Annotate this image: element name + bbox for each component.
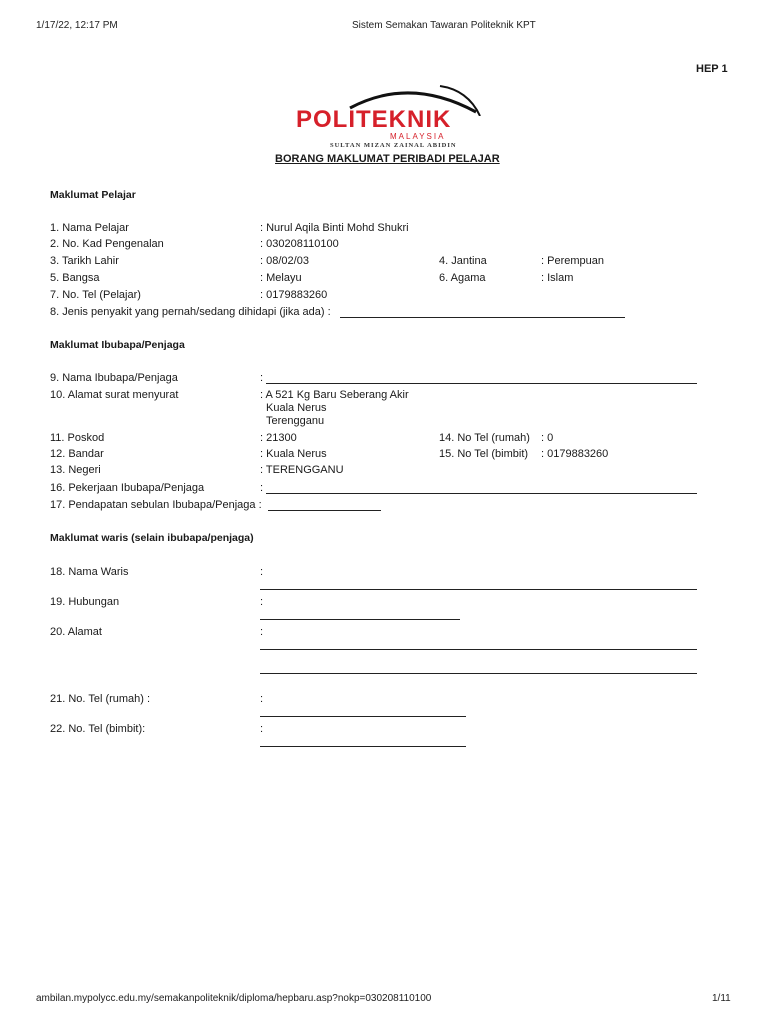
colon: : bbox=[260, 693, 264, 705]
field-value-tel-mobile: : 0179883260 bbox=[541, 448, 609, 460]
field-label-city: 12. Bandar bbox=[50, 448, 104, 460]
field-value-address-3: Terengganu bbox=[266, 415, 325, 427]
field-label-job: 16. Pekerjaan Ibubapa/Penjaga bbox=[50, 482, 205, 494]
colon: : bbox=[260, 566, 264, 578]
field-label-student-tel: 7. No. Tel (Pelajar) bbox=[50, 289, 141, 301]
section-heading-student: Maklumat Pelajar bbox=[50, 189, 136, 201]
field-label-name: 1. Nama Pelajar bbox=[50, 222, 129, 234]
print-page-title: Sistem Semakan Tawaran Politeknik KPT bbox=[352, 20, 536, 31]
politeknik-logo bbox=[290, 76, 490, 152]
field-label-postcode: 11. Poskod bbox=[50, 432, 105, 444]
field-label-address: 10. Alamat surat menyurat bbox=[50, 389, 179, 401]
heir-address-line-2 bbox=[260, 673, 697, 674]
relation-line bbox=[260, 619, 460, 620]
form-title: BORANG MAKLUMAT PERIBADI PELAJAR bbox=[275, 153, 500, 165]
colon: : bbox=[260, 626, 264, 638]
logo-campus: SULTAN MIZAN ZAINAL ABIDIN bbox=[330, 142, 457, 149]
field-label-heir-address: 20. Alamat bbox=[50, 626, 102, 638]
heir-tel-home-line bbox=[260, 716, 466, 717]
parent-name-line bbox=[266, 383, 697, 384]
colon: : bbox=[260, 723, 264, 735]
field-value-dob: : 08/02/03 bbox=[260, 255, 309, 267]
field-value-ic: : 030208110100 bbox=[260, 238, 339, 250]
field-label-heir-tel-home: 21. No. Tel (rumah) : bbox=[50, 693, 151, 705]
illness-blank-line bbox=[340, 317, 625, 318]
logo-name: POLITEKNIK bbox=[296, 106, 452, 133]
heir-name-line bbox=[260, 589, 697, 590]
doc-code: HEP 1 bbox=[696, 63, 728, 75]
income-line bbox=[268, 510, 381, 511]
field-label-illness: 8. Jenis penyakit yang pernah/sedang dihidapi (jika ada) : bbox=[50, 306, 331, 318]
field-value-address-1: : A 521 Kg Baru Seberang Akir bbox=[260, 389, 409, 401]
field-value-city: : Kuala Nerus bbox=[260, 448, 327, 460]
print-page-number: 1/11 bbox=[712, 993, 731, 1004]
field-value-postcode: : 21300 bbox=[260, 432, 297, 444]
heir-tel-mobile-line bbox=[260, 746, 466, 747]
field-label-religion: 6. Agama bbox=[439, 272, 486, 284]
field-label-dob: 3. Tarikh Lahir bbox=[50, 255, 119, 267]
field-label-race: 5. Bangsa bbox=[50, 272, 100, 284]
field-label-heir-name: 18. Nama Waris bbox=[50, 566, 129, 578]
field-label-income: 17. Pendapatan sebulan Ibubapa/Penjaga : bbox=[50, 499, 262, 511]
logo-country: MALAYSIA bbox=[390, 132, 446, 141]
field-value-name: : Nurul Aqila Binti Mohd Shukri bbox=[260, 222, 409, 234]
field-label-tel-home: 14. No Tel (rumah) bbox=[439, 432, 530, 444]
field-value-job: : bbox=[260, 482, 264, 494]
colon: : bbox=[260, 596, 264, 608]
field-value-gender: : Perempuan bbox=[541, 255, 604, 267]
print-url: ambilan.mypolycc.edu.my/semakanpoliteknik/diploma/hepbaru.asp?nokp=030208110100 bbox=[36, 993, 432, 1004]
field-label-relation: 19. Hubungan bbox=[50, 596, 120, 608]
field-value-parent-name: : bbox=[260, 372, 264, 384]
field-value-religion: : Islam bbox=[541, 272, 574, 284]
field-label-gender: 4. Jantina bbox=[439, 255, 487, 267]
print-datetime: 1/17/22, 12:17 PM bbox=[36, 20, 118, 31]
field-value-student-tel: : 0179883260 bbox=[260, 289, 328, 301]
section-heading-heir: Maklumat waris (selain ibubapa/penjaga) bbox=[50, 532, 254, 544]
field-label-tel-mobile: 15. No Tel (bimbit) bbox=[439, 448, 529, 460]
field-value-address-2: Kuala Nerus bbox=[266, 402, 327, 414]
section-heading-parent: Maklumat Ibubapa/Penjaga bbox=[50, 339, 185, 351]
field-label-heir-tel-mobile: 22. No. Tel (bimbit): bbox=[50, 723, 146, 735]
field-label-state: 13. Negeri bbox=[50, 464, 101, 476]
field-value-race: : Melayu bbox=[260, 272, 302, 284]
job-line bbox=[266, 493, 697, 494]
field-value-tel-home: : 0 bbox=[541, 432, 554, 444]
field-label-ic: 2. No. Kad Pengenalan bbox=[50, 238, 164, 250]
field-value-state: : TERENGGANU bbox=[260, 464, 344, 476]
field-label-parent-name: 9. Nama Ibubapa/Penjaga bbox=[50, 372, 178, 384]
heir-address-line-1 bbox=[260, 649, 697, 650]
